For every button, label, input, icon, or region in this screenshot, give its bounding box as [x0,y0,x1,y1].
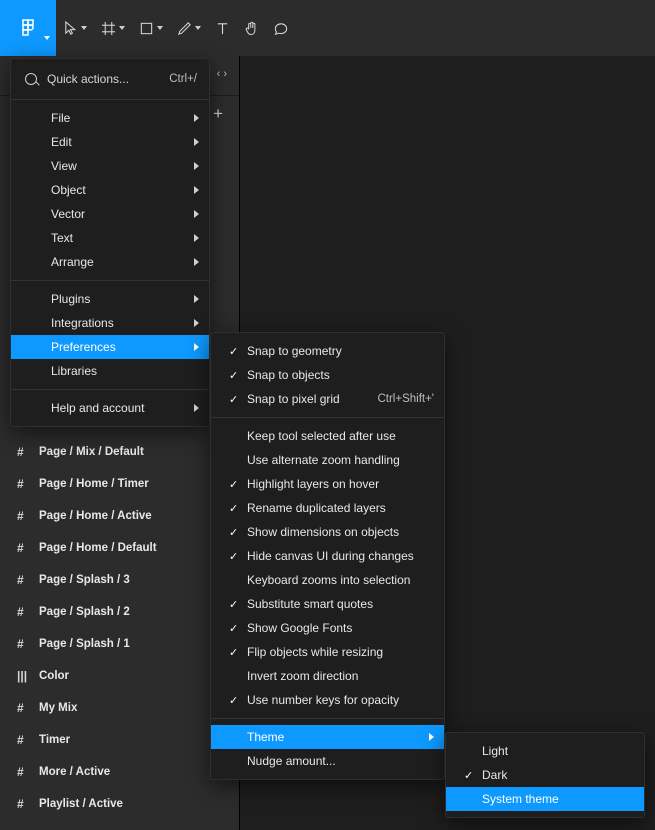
menu-item-help-and-account[interactable] [11,396,209,420]
menu-item-label: Nudge amount... [247,754,336,768]
layer-label: Playlist / Active [39,798,123,810]
chevron-down-icon [44,36,50,40]
chevron-right-icon [194,258,199,266]
menu-item-label: Flip objects while resizing [247,645,384,659]
hand-tool[interactable] [237,0,266,56]
layer-label: My Mix [39,702,78,714]
menu-item-text[interactable] [11,226,209,250]
frame-icon: # [17,477,24,491]
menu-item-label: Text [51,231,74,245]
menu-item-highlight-layers-on-hover[interactable] [211,472,444,496]
frame-icon: # [17,541,24,555]
menu-item-label: Theme [247,730,285,744]
chevron-right-icon [194,114,199,122]
menu-item-edit[interactable] [11,130,209,154]
layer-label: Page / Home / Default [39,542,157,554]
menu-item-label: File [51,111,71,125]
check-icon: ✓ [229,646,239,659]
menu-item-preferences[interactable] [11,335,209,359]
check-icon: ✓ [229,478,239,491]
menu-item-shortcut: Ctrl+Shift+' [377,393,434,405]
divider [211,417,444,418]
chevron-right-icon [194,210,199,218]
check-icon: ✓ [229,598,239,611]
menu-item-label: Snap to geometry [247,344,342,358]
layer-label: Page / Home / Active [39,510,152,522]
check-icon: ✓ [229,550,239,563]
menu-item-show-dimensions-on-objects[interactable] [211,520,444,544]
frame-icon: # [17,701,24,715]
menu-item-libraries[interactable] [11,359,209,383]
shape-tool[interactable] [132,0,170,56]
divider [211,718,444,719]
top-toolbar [0,0,655,56]
layer-label: Page / Mix / Default [39,446,144,458]
quick-actions-item[interactable] [11,65,209,93]
menu-item-label: Dark [482,768,508,782]
menu-item-theme[interactable] [211,725,444,749]
menu-item-snap-to-objects[interactable] [211,363,444,387]
check-icon: ✓ [229,622,239,635]
chevron-right-icon [194,404,199,412]
menu-item-rename-duplicated-layers[interactable] [211,496,444,520]
pen-tool[interactable] [170,0,208,56]
chevron-right-icon [429,733,434,741]
divider [11,280,209,281]
check-icon: ✓ [229,694,239,707]
chevron-right-icon [194,162,199,170]
quick-actions-label: Quick actions... [47,72,130,86]
check-icon: ✓ [229,345,239,358]
list-item[interactable] [0,564,240,596]
comment-icon [273,21,289,36]
chevron-right-icon [194,234,199,242]
menu-item-flip-objects-while-resizing[interactable] [211,640,444,664]
layer-label: More / Active [39,766,111,778]
layer-label: Timer [39,734,71,746]
menu-item-substitute-smart-quotes[interactable] [211,592,444,616]
menu-item-label: Snap to objects [247,368,330,382]
menu-item-theme-light[interactable] [446,739,644,763]
menu-item-label: Show dimensions on objects [247,525,400,539]
text-icon [215,21,230,36]
check-icon: ✓ [229,369,239,382]
menu-item-label: Substitute smart quotes [247,597,374,611]
check-icon: ✓ [464,769,474,782]
menu-item-show-google-fonts[interactable] [211,616,444,640]
menu-item-plugins[interactable] [11,287,209,311]
main-dropdown-menu [10,58,210,427]
menu-item-label: Object [51,183,86,197]
cursor-icon [63,21,78,36]
frame-icon [101,21,116,36]
list-item[interactable] [0,660,240,692]
list-item[interactable] [0,436,240,468]
frame-tool[interactable] [94,0,132,56]
menu-item-object[interactable] [11,178,209,202]
divider [11,99,209,100]
layer-label: Color [39,670,70,682]
menu-item-label: Arrange [51,255,94,269]
frame-icon: # [17,445,24,459]
menu-item-label: Rename duplicated layers [247,501,386,515]
preferences-submenu [210,332,445,780]
check-icon: ✓ [229,502,239,515]
menu-item-view[interactable] [11,154,209,178]
menu-item-use-number-keys-for-opacity[interactable] [211,688,444,712]
move-tool[interactable] [56,0,94,56]
menu-item-label: Integrations [51,316,114,330]
layers-list [0,436,240,820]
list-item[interactable] [0,468,240,500]
divider [11,389,209,390]
chevron-down-icon [81,26,87,30]
chevron-down-icon [119,26,125,30]
menu-item-nudge-amount[interactable] [211,749,444,773]
menu-item-label: Keep tool selected after use [247,429,396,443]
text-tool[interactable] [208,0,237,56]
menu-item-label: Use number keys for opacity [247,693,400,707]
list-item[interactable] [0,532,240,564]
frame-icon: # [17,605,24,619]
menu-item-snap-to-pixel-grid[interactable] [211,387,444,411]
hand-icon [244,20,259,36]
layer-label: Page / Splash / 3 [39,574,130,586]
menu-item-theme-system[interactable] [446,787,644,811]
chevron-right-icon [194,138,199,146]
list-item[interactable] [0,788,240,820]
menu-item-label: Highlight layers on hover [247,477,380,491]
menu-item-label: Help and account [51,401,145,415]
menu-item-theme-dark[interactable] [446,763,644,787]
menu-item-invert-zoom-direction[interactable] [211,664,444,688]
menu-item-keep-tool-selected-after-use[interactable] [211,424,444,448]
frame-icon: # [17,733,24,747]
list-item[interactable] [0,500,240,532]
menu-item-hide-canvas-ui-during-changes[interactable] [211,544,444,568]
menu-item-vector[interactable] [11,202,209,226]
menu-item-label: Show Google Fonts [247,621,353,635]
list-item[interactable] [0,724,240,756]
menu-item-label: Keyboard zooms into selection [247,573,411,587]
menu-item-keyboard-zooms-into-selection[interactable] [211,568,444,592]
menu-item-label: Plugins [51,292,91,306]
comment-tool[interactable] [266,0,296,56]
pen-icon [177,21,192,36]
menu-item-label: Snap to pixel grid [247,392,340,406]
list-item[interactable] [0,692,240,724]
menu-item-use-alternate-zoom-handling[interactable] [211,448,444,472]
chevron-down-icon [195,26,201,30]
component-icon: ||| [17,669,28,683]
chevron-right-icon [194,319,199,327]
list-item[interactable] [0,596,240,628]
menu-item-integrations[interactable] [11,311,209,335]
menu-item-snap-to-geometry[interactable] [211,339,444,363]
figma-menu-button[interactable] [0,0,56,56]
chevron-right-icon [194,295,199,303]
add-page-icon[interactable]: + [213,104,223,123]
menu-item-label: System theme [482,792,559,806]
figma-logo-icon [18,18,38,38]
layer-label: Page / Splash / 2 [39,606,130,618]
frame-icon: # [17,573,24,587]
frame-icon: # [17,765,24,779]
chevron-down-icon [157,26,163,30]
menu-item-arrange[interactable] [11,250,209,274]
chevron-right-icon [194,343,199,351]
quick-actions-shortcut: Ctrl+/ [169,73,197,85]
list-item[interactable] [0,756,240,788]
search-icon [25,73,37,85]
menu-item-label: Hide canvas UI during changes [247,549,414,563]
chevron-right-icon [194,186,199,194]
menu-item-label: Vector [51,207,86,221]
menu-item-file[interactable] [11,106,209,130]
rectangle-icon [139,21,154,36]
layer-label: Page / Home / Timer [39,478,149,490]
frame-icon: # [17,509,24,523]
menu-item-label: View [51,159,77,173]
frame-icon: # [17,637,24,651]
frame-icon: # [17,797,24,811]
list-item[interactable] [0,628,240,660]
layer-label: Page / Splash / 1 [39,638,130,650]
menu-item-label: Use alternate zoom handling [247,453,400,467]
menu-item-label: Invert zoom direction [247,669,359,683]
menu-item-label: Libraries [51,364,98,378]
check-icon: ✓ [229,393,239,406]
menu-item-label: Preferences [51,340,116,354]
check-icon: ✓ [229,526,239,539]
theme-submenu [445,732,645,818]
menu-item-label: Light [482,744,509,758]
menu-item-label: Edit [51,135,72,149]
chevron-collapse-icon[interactable]: ‹ › [216,68,227,80]
